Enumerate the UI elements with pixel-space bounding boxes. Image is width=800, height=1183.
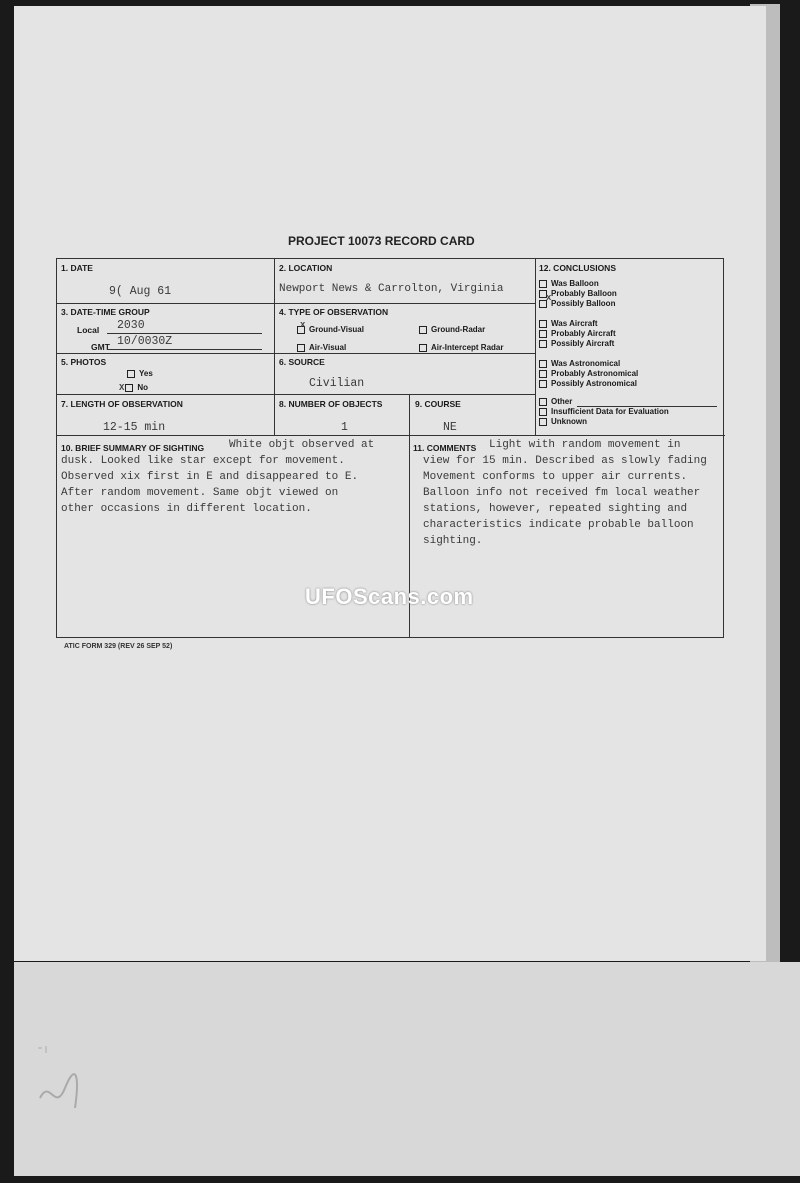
underlying-page (14, 962, 800, 1176)
ground-radar-text: Ground-Radar (431, 325, 486, 334)
possibly-balloon-check: x (546, 293, 552, 303)
course-label: 9. COURSE (415, 399, 461, 409)
course-value: NE (443, 421, 457, 434)
date-value: 9( Aug 61 (109, 285, 172, 298)
was-astronomical-option (539, 359, 620, 368)
comments-line-7: sighting. (423, 535, 483, 547)
possibly-aircraft-option (539, 339, 614, 348)
conclusions-label: 12. CONCLUSIONS (539, 263, 616, 273)
photos-yes-text: Yes (139, 369, 153, 378)
was-balloon-option (539, 279, 599, 288)
location-label: 2. LOCATION (279, 263, 333, 273)
was-aircraft-text: Was Aircraft (551, 319, 598, 328)
handwritten-scribble (30, 1018, 90, 1128)
form-id: ATIC FORM 329 (REV 26 SEP 52) (64, 643, 173, 650)
ground-visual-text: Ground-Visual (309, 325, 364, 334)
possibly-astronomical-option (539, 379, 637, 388)
photos-label: 5. PHOTOS (61, 357, 107, 367)
card-title: PROJECT 10073 RECORD CARD (288, 234, 475, 248)
source-value: Civilian (309, 377, 365, 390)
length-label: 7. LENGTH OF OBSERVATION (61, 399, 183, 409)
air-intercept-option (419, 343, 503, 352)
photos-yes-option (127, 369, 153, 378)
ground-visual-option (297, 320, 364, 334)
probably-aircraft-text: Probably Aircraft (551, 329, 616, 338)
air-intercept-text: Air-Intercept Radar (431, 343, 504, 352)
air-visual-option (297, 343, 346, 352)
air-visual-text: Air-Visual (309, 343, 347, 352)
ground-visual-check: x (300, 320, 306, 330)
photos-no-text: No (137, 383, 149, 392)
comments-line-2: view for 15 min. Described as slowly fading (423, 455, 707, 467)
other-option (539, 397, 572, 406)
photos-no-check: X (119, 383, 125, 393)
insufficient-text: Insufficient Data for Evaluation (551, 407, 669, 416)
was-aircraft-option (539, 319, 598, 328)
summary-line-1: White objt observed at (229, 439, 375, 451)
comments-label: 11. COMMENTS (413, 443, 477, 453)
type-obs-label: 4. TYPE OF OBSERVATION (279, 307, 389, 317)
summary-line-5: other occasions in different location. (61, 503, 312, 515)
was-balloon-text: Was Balloon (551, 279, 599, 288)
unknown-text: Unknown (551, 417, 587, 426)
summary-line-3: Observed xix first in E and disappeared to E. (61, 471, 359, 483)
location-value: Newport News & Carrolton, Virginia (279, 283, 504, 295)
num-objects-label: 8. NUMBER OF OBJECTS (279, 399, 383, 409)
possibly-astronomical-text: Possibly Astronomical (551, 379, 637, 388)
num-objects-value: 1 (341, 421, 348, 434)
possibly-aircraft-text: Possibly Aircraft (551, 339, 615, 348)
comments-line-6: characteristics indicate probable balloon (423, 519, 694, 531)
probably-aircraft-option (539, 329, 616, 338)
comments-line-3: Movement conforms to upper air currents. (423, 471, 688, 483)
watermark: UFOScans.com (305, 584, 474, 609)
ground-radar-option (419, 325, 485, 334)
insufficient-option (539, 407, 669, 416)
summary-line-4: After random movement. Same objt viewed on (61, 487, 339, 499)
other-text: Other (551, 397, 573, 406)
probably-astronomical-text: Probably Astronomical (551, 369, 639, 378)
was-astronomical-text: Was Astronomical (551, 359, 621, 368)
possibly-balloon-text: Possibly Balloon (551, 299, 616, 308)
dtg-label: 3. DATE-TIME GROUP (61, 307, 150, 317)
summary-line-2: dusk. Looked like star except for movement. (61, 455, 345, 467)
comments-line-5: stations, however, repeated sighting and (423, 503, 688, 515)
comments-line-1: Light with random movement in (489, 439, 681, 451)
source-label: 6. SOURCE (279, 357, 325, 367)
comments-line-4: Balloon info not received fm local weather (423, 487, 701, 499)
record-card-form (56, 258, 724, 638)
summary-label: 10. BRIEF SUMMARY OF SIGHTING (61, 443, 205, 453)
date-label: 1. DATE (61, 263, 93, 273)
dtg-gmt-label: GMT (91, 342, 110, 352)
probably-balloon-text: Probably Balloon (551, 289, 617, 298)
dtg-local-label: Local (77, 325, 100, 335)
photos-no-option (119, 383, 148, 393)
dtg-local-value: 2030 (117, 319, 145, 332)
unknown-option (539, 417, 587, 426)
dtg-gmt-value: 10/0030Z (117, 335, 173, 348)
length-value: 12-15 min (103, 421, 166, 434)
probably-astronomical-option (539, 369, 638, 378)
